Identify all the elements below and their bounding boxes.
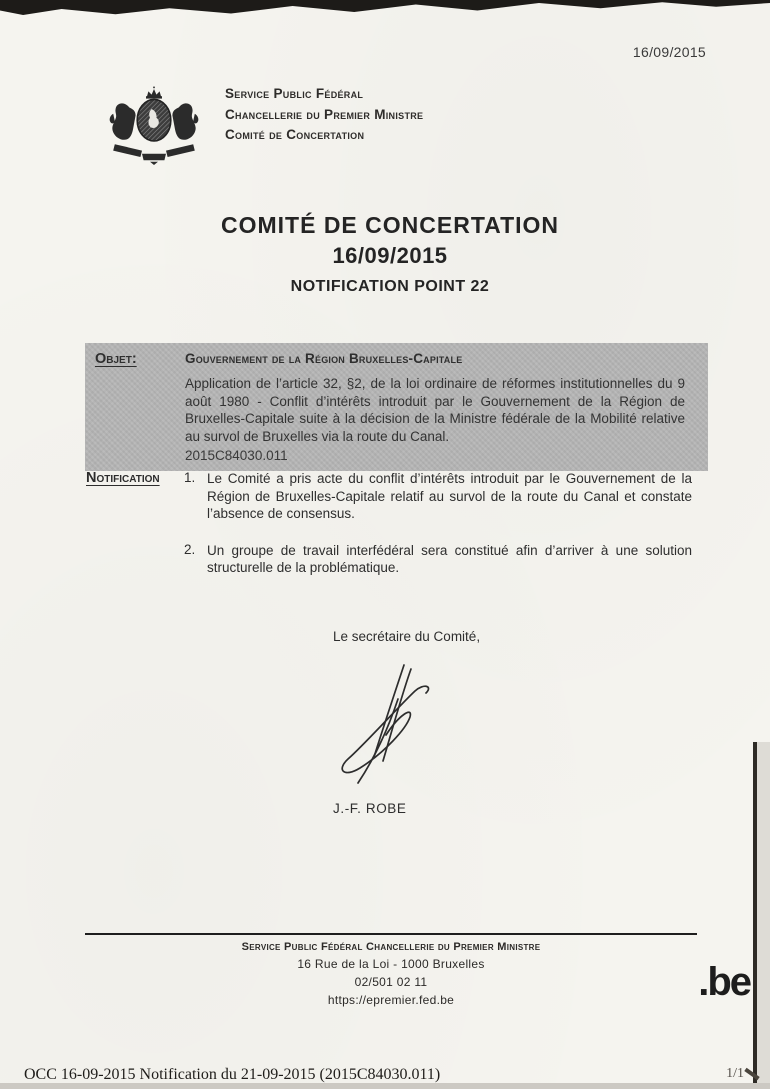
objet-reference: 2015C84030.011 <box>185 448 288 463</box>
objet-heading: Gouvernement de la Région Bruxelles-Capitale <box>185 351 463 366</box>
footer-rule <box>85 933 697 935</box>
scan-right-edge-artifact <box>753 742 757 1089</box>
objet-body: Application de l’article 32, §2, de la loi ordinaire de réformes institutionnelles du 9 août 1980 - Conflit d’intérêts introduit par le Gouvernement de la Région de Bruxelles-Capitale suite à la décision de la Ministre fédérale de la Mobilité relative au survol de Bruxelles via la route du Canal. <box>185 376 685 444</box>
scan-top-edge-artifact <box>0 0 770 15</box>
footer-org: Service Public Fédéral Chancellerie du Premier Ministre <box>241 941 541 953</box>
footer-phone: 02/501 02 11 <box>354 975 428 989</box>
letterhead-org-line2: Chancellerie du Premier Ministre <box>225 106 424 122</box>
belgian-coat-of-arms-icon <box>102 84 206 166</box>
footer <box>85 941 697 1007</box>
letterhead-org-line1: Service Public Fédéral <box>225 86 364 101</box>
signatory-name: J.-F. ROBE <box>333 801 407 816</box>
signature-icon <box>336 654 436 794</box>
scan-footer-page-number: 1/1 <box>726 1066 744 1081</box>
item-text: Le Comité a pris acte du conflit d’intérêts introduit par le Gouvernement de la Région de Bruxelles-Capitale relatif au survol de la route du Canal et constate l’absence de consensus. <box>207 471 692 521</box>
item-number: 1. <box>184 470 196 485</box>
document-title <box>0 212 770 296</box>
objet-section <box>85 343 708 471</box>
letterhead <box>225 84 423 146</box>
letterhead-org-line3: Comité de Concertation <box>225 127 365 142</box>
title-notification-point: NOTIFICATION POINT 22 <box>290 278 490 295</box>
item-number: 2. <box>184 541 196 557</box>
notification-item <box>184 542 692 577</box>
item-text: Un groupe de travail interfédéral sera constitué afin d’arriver à une solution structurelle de la problématique. <box>207 542 692 575</box>
signatory-role: Le secrétaire du Comité, <box>333 629 481 644</box>
notification-label: Notification <box>86 470 160 486</box>
footer-address: 16 Rue de la Loi - 1000 Bruxelles <box>297 957 485 971</box>
document-date: 16/09/2015 <box>632 44 706 60</box>
be-logo: .be <box>698 960 750 1004</box>
objet-label: Objet: <box>95 351 137 367</box>
scan-right-edge-shade <box>757 742 770 1089</box>
footer-website: https://epremier.fed.be <box>327 993 455 1007</box>
scan-footer-filename: OCC 16-09-2015 Notification du 21-09-2015 (2015C84030.011) <box>24 1066 441 1083</box>
notification-item <box>184 470 692 523</box>
title-committee: COMITÉ DE CONCERTATION <box>220 212 560 238</box>
objet-content <box>185 351 685 463</box>
notification-list <box>184 470 692 596</box>
scan-bottom-edge-artifact <box>0 1083 770 1089</box>
title-date: 16/09/2015 <box>332 243 448 268</box>
